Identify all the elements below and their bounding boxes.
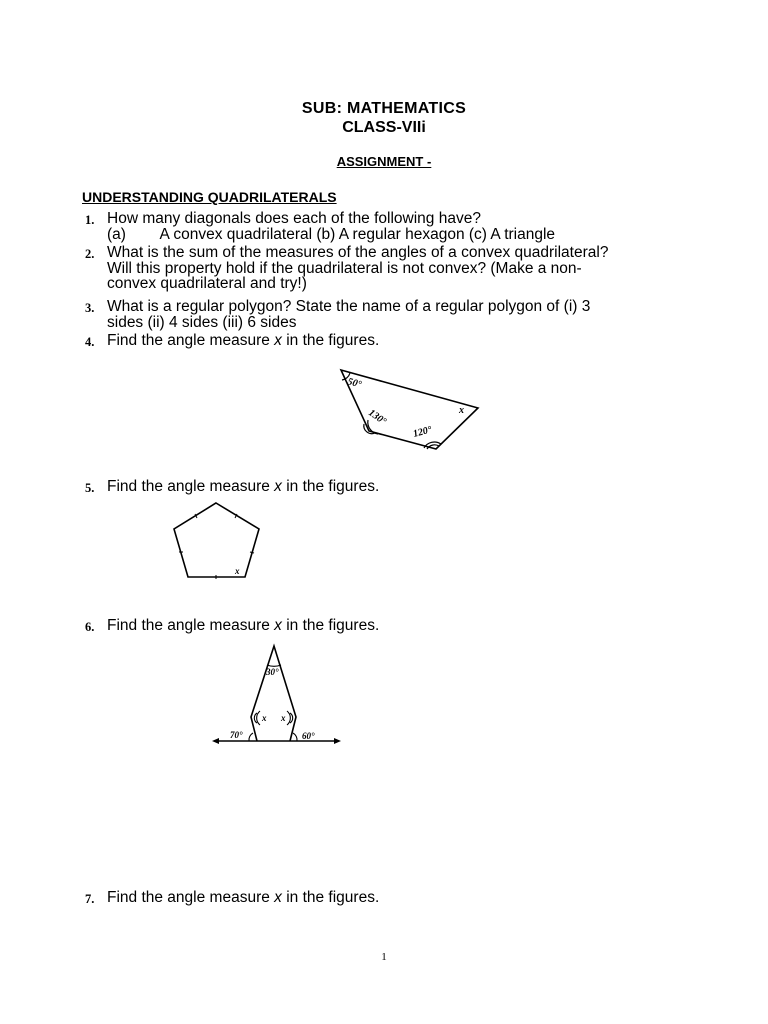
page-number: 1 [381,951,387,963]
question-line: convex quadrilateral and try!) [107,275,307,292]
section-title [82,189,337,205]
angle-label-50: 50° [346,376,363,391]
figure-quadrilateral [338,366,483,456]
question-number: 1. [85,213,95,227]
angle-label-x-left: x [262,713,267,723]
question-text: in the figures. [281,617,380,634]
angle-label-70: 70° [230,730,243,740]
variable-x: x [274,332,282,349]
angle-label-120: 120° [411,424,434,440]
figure-pentagon [170,500,265,582]
question-text: Find the angle measure [107,617,275,634]
figure-pentagon-on-line [212,640,342,750]
angle-label-x: x [235,566,240,576]
subject-heading: SUB: MATHEMATICS [301,100,467,117]
question-number: 2. [85,247,95,261]
assignment-heading [0,154,768,169]
question-line: What is a regular polygon? State the name of a regular polygon of (i) 3 [107,298,591,315]
question-text: in the figures. [281,889,380,906]
question-number: 4. [85,335,95,349]
question-number: 5. [85,481,95,495]
angle-label-x: x [459,405,464,416]
question-text: Find the angle measure [107,889,275,906]
variable-x: x [274,478,282,495]
variable-x: x [274,617,282,634]
angle-label-30: 30° [266,667,279,677]
angle-label-60: 60° [302,731,315,741]
question-text: in the figures. [281,332,380,349]
variable-x: x [274,889,282,906]
question-number: 3. [85,301,95,315]
question-line: (a) A convex quadrilateral (b) A regular hexagon (c) A triangle [107,225,556,243]
angle-label-130: 130° [366,407,389,428]
question-number: 6. [85,620,95,634]
question-line: sides (ii) 4 sides (iii) 6 sides [107,313,297,331]
question-line: Will this property hold if the quadrilateral is not convex? (Make a non- [107,259,582,277]
angle-label-x-right: x [281,713,286,723]
section-title-text: UNDERSTANDING QUADRILATERALS [82,189,337,205]
question-text: Find the angle measure [107,478,275,495]
question-text: Find the angle measure [107,332,275,349]
question-line: How many diagonals does each of the following have? [107,210,481,227]
class-heading: CLASS-VIIi [342,119,426,136]
assignment-label: ASSIGNMENT - [336,154,432,169]
question-line: What is the sum of the measures of the angles of a convex quadrilateral? [107,244,609,261]
question-number: 7. [85,892,95,906]
question-text: in the figures. [281,478,380,495]
